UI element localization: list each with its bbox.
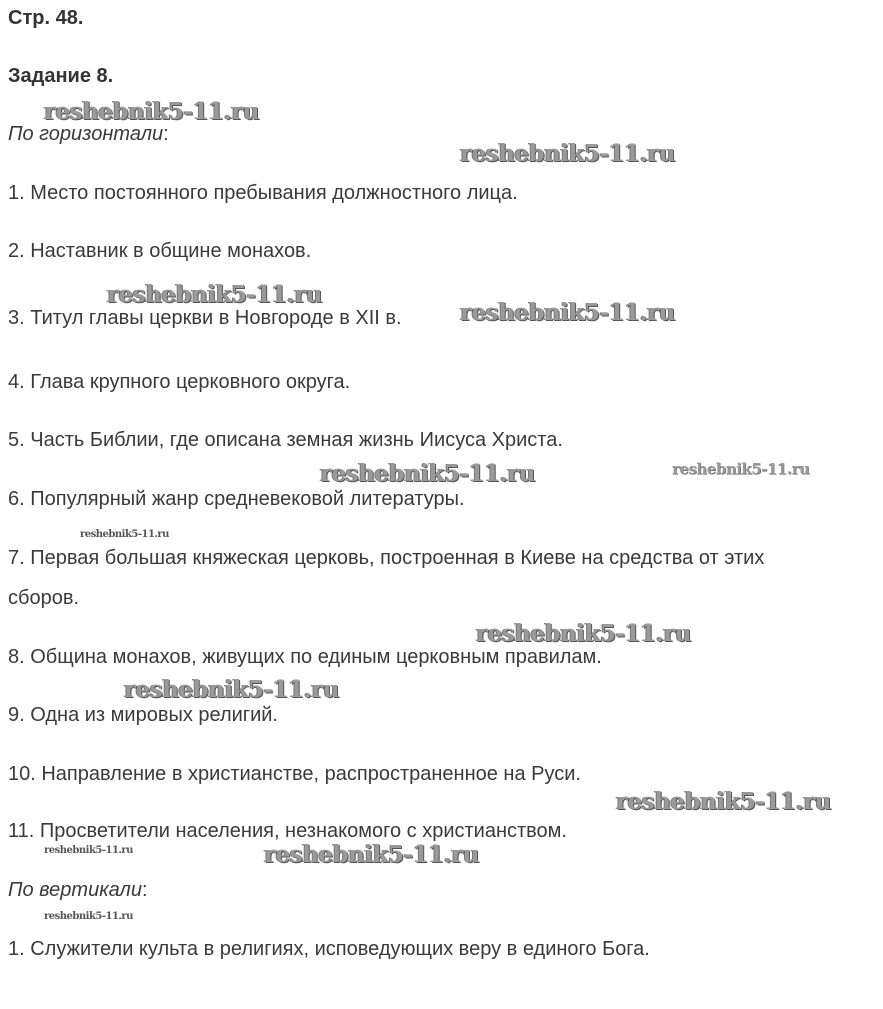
vertical-list-item: 1. Служители культа в религиях, исповедующих веру в единого Бога. xyxy=(8,938,650,960)
list-item: сборов. xyxy=(8,587,80,609)
watermark: reshebnik5-11.ru xyxy=(44,98,259,125)
watermark: reshebnik5-11.ru xyxy=(44,845,133,856)
list-item: 10. Направление в христианстве, распространенное на Руси. xyxy=(8,763,581,785)
list-item: 3. Титул главы церкви в Новгороде в XII в. xyxy=(8,307,402,329)
watermark: reshebnik5-11.ru xyxy=(616,788,831,815)
vertical-header-text: По вертикали xyxy=(8,879,142,901)
horizontal-header-text: По горизонтали xyxy=(8,123,164,145)
header-colon: : xyxy=(163,123,169,145)
vertical-header xyxy=(8,878,148,902)
watermark: reshebnik5-11.ru xyxy=(460,140,675,167)
watermark: reshebnik5-11.ru xyxy=(320,460,535,487)
list-item: 4. Глава крупного церковного округа. xyxy=(8,371,351,393)
list-item: 11. Просветители населения, незнакомого с христианством. xyxy=(8,820,567,842)
watermark: reshebnik5-11.ru xyxy=(44,911,133,922)
watermark: reshebnik5-11.ru xyxy=(672,460,810,478)
watermark: reshebnik5-11.ru xyxy=(264,841,479,868)
list-item: 9. Одна из мировых религий. xyxy=(8,704,278,726)
watermark: reshebnik5-11.ru xyxy=(107,281,322,308)
task-label: Задание 8. xyxy=(8,65,114,87)
list-item: 7. Первая большая княжеская церковь, построенная в Киеве на средства от этих xyxy=(8,547,765,569)
list-item: 1. Место постоянного пребывания должностного лица. xyxy=(8,182,518,204)
header-colon: : xyxy=(141,879,148,901)
watermark: reshebnik5-11.ru xyxy=(460,299,675,326)
watermark: reshebnik5-11.ru xyxy=(80,529,169,540)
watermark: reshebnik5-11.ru xyxy=(124,676,339,703)
horizontal-header xyxy=(8,122,169,146)
watermark: reshebnik5-11.ru xyxy=(476,620,691,647)
list-item: 2. Наставник в общине монахов. xyxy=(8,240,312,262)
list-item: 6. Популярный жанр средневековой литературы. xyxy=(8,488,465,510)
list-item: 8. Община монахов, живущих по единым церковным правилам. xyxy=(8,646,602,668)
page-label: Стр. 48. xyxy=(8,7,84,29)
list-item: 5. Часть Библии, где описана земная жизнь Иисуса Христа. xyxy=(8,429,563,451)
